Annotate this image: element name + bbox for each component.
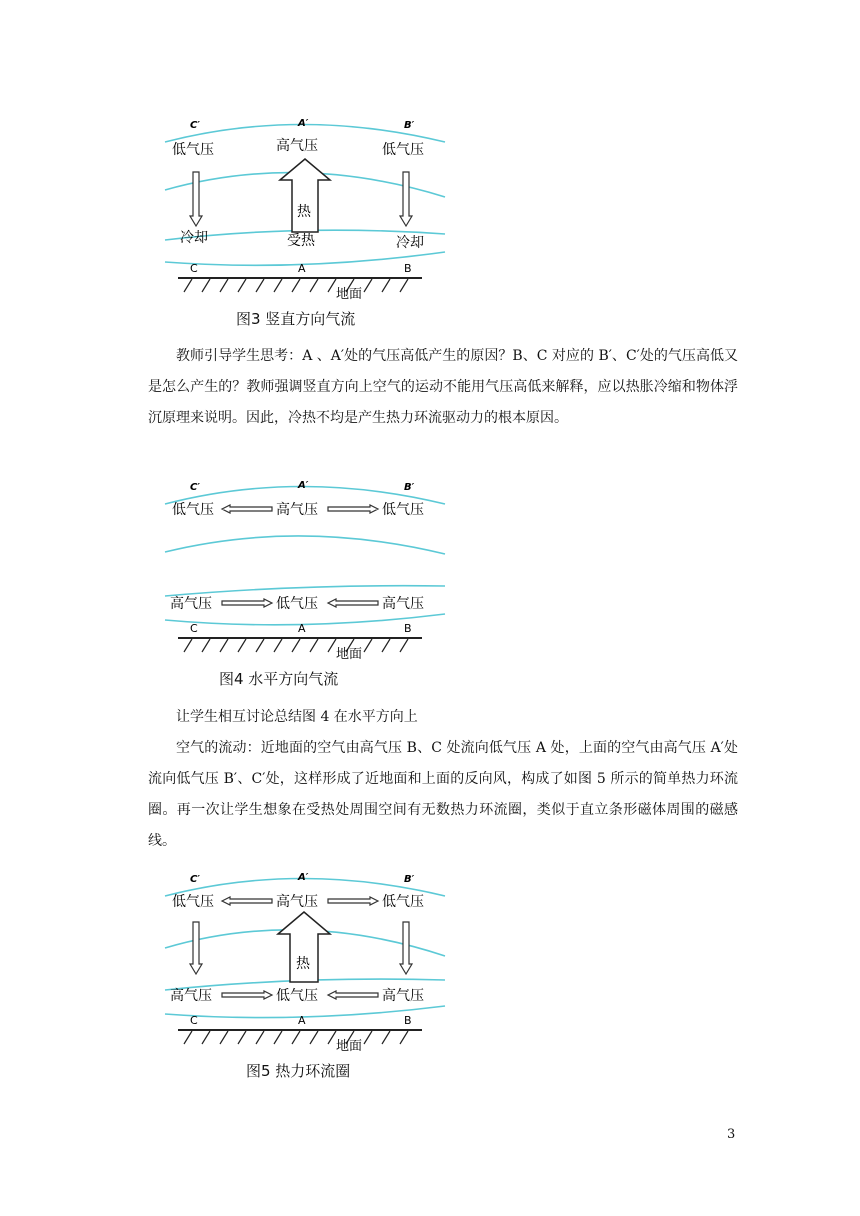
label-low-pressure-left: 低气压 (172, 142, 214, 158)
flow-arrow-upper-left (222, 897, 272, 905)
figure-5-caption: 图5 热力环流圈 (246, 1062, 351, 1080)
figure-3-diagram (160, 112, 450, 302)
label-low-pressure-center: 低气压 (276, 988, 318, 1004)
label-a-prime: A′ (298, 480, 309, 491)
body-paragraph-2 (148, 702, 738, 733)
page-number: 3 (727, 1127, 736, 1142)
sinking-air-arrow-right (400, 922, 412, 974)
label-b-prime: B′ (404, 120, 415, 131)
label-b-prime: B′ (404, 874, 415, 885)
ground-hatching (184, 279, 408, 292)
flow-arrow-upper-left (222, 505, 272, 513)
figure-4-diagram (160, 474, 450, 664)
label-b: B (404, 262, 412, 275)
figure-4-caption: 图4 水平方向气流 (219, 670, 339, 688)
figure-3 (160, 112, 450, 302)
label-cooling-right: 冷却 (396, 235, 424, 251)
label-c-prime: C′ (190, 874, 200, 885)
label-low-pressure-right: 低气压 (382, 502, 424, 518)
figure-5-diagram (160, 866, 450, 1056)
label-low-pressure-left: 低气压 (172, 502, 214, 518)
label-heat: 热 (297, 204, 311, 220)
label-low-pressure-left: 低气压 (172, 894, 214, 910)
label-high-pressure-left: 高气压 (170, 988, 212, 1004)
label-a-prime: A′ (298, 872, 309, 883)
isobar-line (165, 536, 445, 554)
flow-arrow-upper-right (328, 505, 378, 513)
label-a: A (298, 1014, 306, 1027)
label-ground: 地面 (336, 287, 363, 302)
sinking-air-arrow-left (190, 172, 202, 226)
paragraph-text: 教师引导学生思考：A 、A′处的气压高低产生的原因？B、C 对应的 B′、C′处的气压高低又是怎么产生的？教师强调竖直方向上空气的运动不能用气压高低来解释，应以热胀冷缩和物体浮沉原理来说明。因此，冷热不均是产生热力环流驱动力的根本原因。 (148, 348, 738, 426)
paragraph-text: 让学生相互讨论总结图 4 在水平方向上 (176, 709, 418, 725)
paragraph-text: 空气的流动：近地面的空气由高气压 B、C 处流向低气压 A 处，上面的空气由高气压 A′处流向低气压 B′、C′处，这样形成了近地面和上面的反向风，构成了如图 5 所示的简单热力环流圈。再一次让学生想象在受热处周围空间有无数热力环流圈，类似于直立条形磁体周围的磁感线。 (148, 740, 738, 849)
figure-4 (160, 474, 450, 664)
label-low-pressure-center: 低气压 (276, 596, 318, 612)
figure-5 (160, 866, 450, 1056)
label-high-pressure-center: 高气压 (276, 502, 318, 518)
body-paragraph-1 (148, 341, 738, 434)
flow-arrow-lower-left (222, 991, 272, 999)
label-high-pressure-left: 高气压 (170, 596, 212, 612)
figure-3-caption: 图3 竖直方向气流 (236, 310, 356, 328)
flow-arrow-lower-right (328, 599, 378, 607)
label-a: A (298, 622, 306, 635)
label-a-prime: A′ (298, 118, 309, 129)
label-high-pressure-right: 高气压 (382, 596, 424, 612)
isobar-line (165, 586, 445, 596)
label-cooling-left: 冷却 (180, 230, 208, 246)
label-heat: 热 (296, 956, 310, 972)
label-c-prime: C′ (190, 120, 200, 131)
flow-arrow-lower-left (222, 599, 272, 607)
flow-arrow-lower-right (328, 991, 378, 999)
ground-hatching (184, 639, 408, 652)
body-paragraph-3 (148, 733, 738, 857)
label-c: C (190, 1014, 198, 1027)
label-c-prime: C′ (190, 482, 200, 493)
label-high-pressure-center: 高气压 (276, 894, 318, 910)
label-heated: 受热 (287, 233, 315, 249)
label-ground: 地面 (336, 647, 363, 662)
label-b: B (404, 622, 412, 635)
ground-hatching (184, 1031, 408, 1044)
label-a: A (298, 262, 306, 275)
label-low-pressure-right: 低气压 (382, 142, 424, 158)
label-high-pressure-center: 高气压 (276, 138, 318, 154)
label-ground: 地面 (336, 1039, 363, 1054)
sinking-air-arrow-right (400, 172, 412, 226)
label-b: B (404, 1014, 412, 1027)
label-high-pressure-right: 高气压 (382, 988, 424, 1004)
sinking-air-arrow-left (190, 922, 202, 974)
rising-air-arrow (280, 159, 330, 232)
label-c: C (190, 262, 198, 275)
flow-arrow-upper-right (328, 897, 378, 905)
label-c: C (190, 622, 198, 635)
label-low-pressure-right: 低气压 (382, 894, 424, 910)
label-b-prime: B′ (404, 482, 415, 493)
